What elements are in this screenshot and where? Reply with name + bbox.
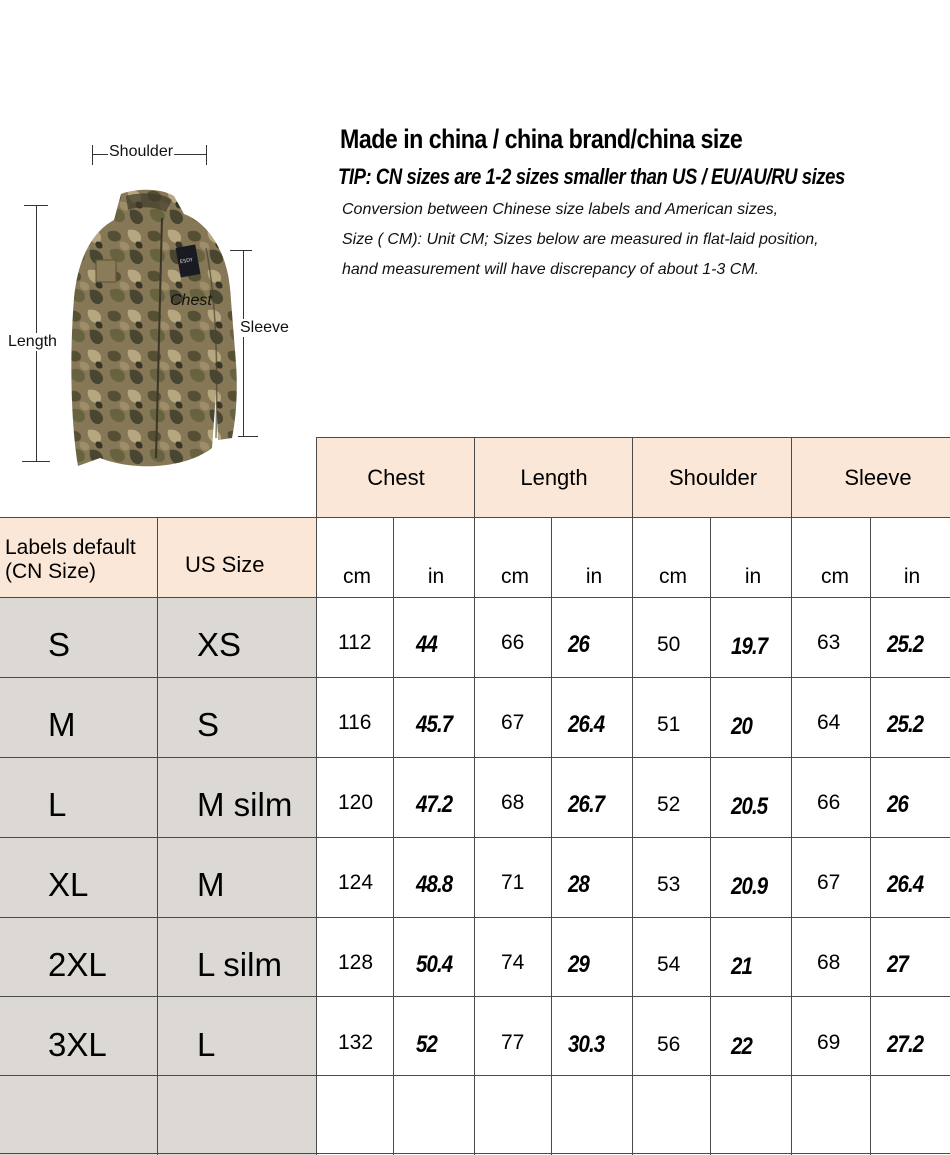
length-in: 29 <box>568 951 589 978</box>
length-cm: 66 <box>501 631 525 654</box>
us-size: L <box>197 1026 216 1063</box>
sleeve-cm: 68 <box>817 951 841 974</box>
grid-line <box>0 1075 950 1076</box>
length-in: 30.3 <box>568 1031 605 1058</box>
grid-line <box>710 517 711 1155</box>
length-label: Length <box>8 333 57 350</box>
grid-line <box>0 677 950 678</box>
grid-line <box>0 917 950 918</box>
shoulder-in: 20.9 <box>731 873 768 900</box>
sleeve-in: 26.4 <box>887 871 924 898</box>
grid-line <box>157 517 158 1155</box>
chest-in: 48.8 <box>416 871 453 898</box>
size-tip: TIP: CN sizes are 1-2 sizes smaller than US / EU/AU/RU sizes <box>338 164 845 189</box>
grid-line <box>0 597 950 598</box>
shoulder-cm: 53 <box>657 873 681 896</box>
sleeve-label: Sleeve <box>240 319 289 336</box>
cn-size: L <box>48 786 67 823</box>
length-in: 26.4 <box>568 711 605 738</box>
grid-line <box>317 437 950 438</box>
grid-line <box>870 517 871 1155</box>
shoulder-in: 20 <box>731 713 752 740</box>
sleeve-cm: 69 <box>817 1031 841 1054</box>
chest-in: 44 <box>416 631 437 658</box>
grid-line <box>0 517 950 518</box>
note-line-3: hand measurement will have discrepancy of about 1-3 CM. <box>342 261 760 278</box>
unit-cm: cm <box>343 565 371 588</box>
chest-in: 52 <box>416 1031 437 1058</box>
length-in: 26.7 <box>568 791 605 818</box>
sleeve-in: 26 <box>887 791 908 818</box>
chest-cm: 128 <box>338 951 374 974</box>
chest-label: Chest <box>170 292 212 309</box>
us-size: M silm <box>197 786 293 823</box>
length-cm: 71 <box>501 871 525 894</box>
unit-in: in <box>427 565 445 588</box>
us-size: L silm <box>197 946 282 983</box>
chest-cm: 132 <box>338 1031 374 1054</box>
us-size-header: US Size <box>185 552 265 577</box>
col-title-sleeve: Sleeve <box>844 464 912 490</box>
grid-line <box>0 1153 950 1154</box>
chest-cm: 112 <box>338 631 372 654</box>
note-line-1: Conversion between Chinese size labels and American sizes, <box>342 201 779 218</box>
grid-line <box>393 517 394 1155</box>
length-cm: 67 <box>501 711 525 734</box>
grid-line <box>0 837 950 838</box>
grid-line <box>474 437 475 1155</box>
length-in: 28 <box>568 871 589 898</box>
sleeve-in: 27.2 <box>887 1031 924 1058</box>
chest-in: 45.7 <box>416 711 453 738</box>
cn-size: 2XL <box>48 946 107 983</box>
page-title: Made in china / china brand/china size <box>340 124 743 154</box>
grid-line <box>0 996 950 997</box>
unit-in: in <box>744 565 762 588</box>
us-size: M <box>197 866 225 903</box>
hang-tag-text: ESDY <box>179 257 194 266</box>
sleeve-cm: 66 <box>817 791 841 814</box>
chest-cm: 124 <box>338 871 374 894</box>
chest-in: 47.2 <box>416 791 453 818</box>
length-cm: 68 <box>501 791 525 814</box>
grid-line <box>632 437 633 1155</box>
shoulder-cm: 52 <box>657 793 681 816</box>
chest-in: 50.4 <box>416 951 453 978</box>
shoulder-cm: 54 <box>657 953 681 976</box>
sleeve-in: 27 <box>887 951 908 978</box>
sleeve-cm: 63 <box>817 631 841 654</box>
sleeve-in: 25.2 <box>887 711 924 738</box>
shoulder-cm: 50 <box>657 633 681 656</box>
unit-in: in <box>903 565 921 588</box>
unit-cm: cm <box>659 565 687 588</box>
length-in: 26 <box>568 631 589 658</box>
shoulder-in: 19.7 <box>731 633 768 660</box>
length-cm: 77 <box>501 1031 525 1054</box>
us-size: S <box>197 706 220 743</box>
cn-size: XL <box>48 866 89 903</box>
chest-cm: 116 <box>338 711 372 734</box>
cn-size: 3XL <box>48 1026 107 1063</box>
unit-in: in <box>585 565 603 588</box>
unit-cm: cm <box>821 565 849 588</box>
cn-size: M <box>48 706 76 743</box>
cn-size: S <box>48 626 71 663</box>
grid-line <box>791 437 792 1155</box>
sleeve-cm: 67 <box>817 871 841 894</box>
shoulder-cm: 56 <box>657 1033 681 1056</box>
col-title-shoulder: Shoulder <box>668 464 758 490</box>
shoulder-in: 21 <box>731 953 752 980</box>
grid-line <box>0 757 950 758</box>
us-size: XS <box>197 626 242 663</box>
chest-cm: 120 <box>338 791 374 814</box>
col-title-chest: Chest <box>367 464 425 490</box>
shoulder-label: Shoulder <box>109 143 174 160</box>
grid-line <box>551 517 552 1155</box>
shoulder-cm: 51 <box>657 713 681 736</box>
col-title-length: Length <box>520 464 588 490</box>
note-line-2: Size ( CM): Unit CM; Sizes below are measured in flat-laid position, <box>342 231 819 248</box>
label-header: Labels default (CN Size) <box>5 536 136 583</box>
unit-cm: cm <box>501 565 529 588</box>
length-cm: 74 <box>501 951 525 974</box>
shoulder-in: 22 <box>731 1033 752 1060</box>
sleeve-in: 25.2 <box>887 631 924 658</box>
shoulder-in: 20.5 <box>731 793 768 820</box>
grid-line <box>316 437 317 1155</box>
sleeve-cm: 64 <box>817 711 841 734</box>
